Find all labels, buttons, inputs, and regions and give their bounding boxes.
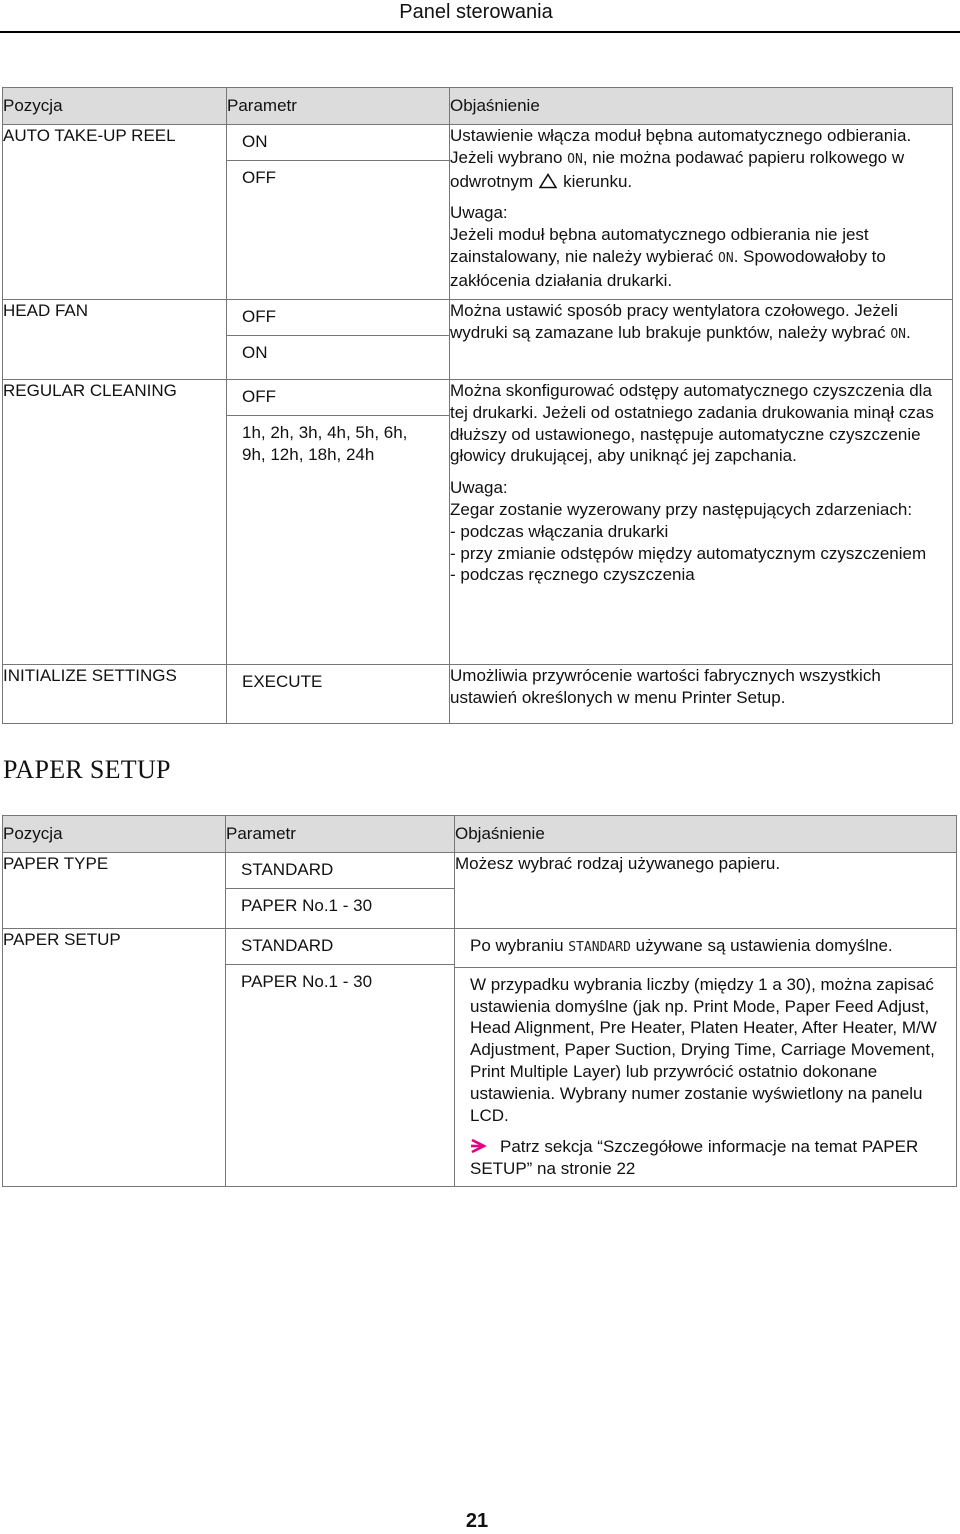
parameter-cell bbox=[226, 853, 455, 929]
table-row bbox=[3, 665, 953, 724]
description-cell bbox=[450, 300, 953, 380]
description-paragraph bbox=[450, 125, 952, 192]
parameter-option: ON bbox=[227, 335, 449, 371]
item-name: INITIALIZE SETTINGS bbox=[3, 666, 177, 685]
description-text: . bbox=[906, 322, 911, 342]
item-cell bbox=[3, 665, 227, 724]
description-text: W przypadku wybrania liczby (między 1 a 30), można zapisać ustawienia domyślne (jak np. Print Mode, Paper Feed Adjust, Head Alignment, Pre Heater, Platen Heater, After Heater, M/W Adjustment, Paper Suction, Drying Time, Carriage Movement, Print Multiple Layer) lub przywrócić ostatnio dokonane ustawienia. Wybrany numer zostanie wyświetlony na panelu LCD. bbox=[470, 974, 937, 1125]
description-text: Można ustawić sposób pracy wentylatora czołowego. Jeżeli wydruki są zamazane lub brakuje punktów, należy wybrać bbox=[450, 301, 898, 342]
parameter-option: ON bbox=[242, 132, 268, 151]
settings-table bbox=[2, 87, 953, 724]
parameter-option: OFF bbox=[227, 160, 449, 196]
item-name: PAPER TYPE bbox=[3, 854, 109, 873]
column-header-description: Objaśnienie bbox=[455, 816, 957, 853]
parameter-cell bbox=[227, 665, 450, 724]
description-paragraph bbox=[455, 929, 956, 968]
page-header bbox=[0, 0, 960, 33]
parameter-option: STANDARD bbox=[241, 936, 334, 955]
note-label: Uwaga: bbox=[450, 478, 508, 498]
arrow-right-icon bbox=[470, 1138, 488, 1154]
cross-reference-text: Patrz sekcja “Szczegółowe informacje na temat PAPER SETUP” na stronie 22 bbox=[470, 1137, 919, 1179]
item-name: HEAD FAN bbox=[3, 301, 89, 320]
item-name: PAPER SETUP bbox=[3, 930, 121, 949]
table-row bbox=[3, 125, 953, 300]
table-row bbox=[3, 300, 953, 380]
table-row bbox=[3, 853, 957, 929]
table-header-row bbox=[3, 88, 953, 125]
parameter-option: OFF bbox=[242, 307, 276, 326]
parameter-option: 1h, 2h, 3h, 4h, 5h, 6h, 9h, 12h, 18h, 24h bbox=[227, 415, 449, 473]
lcd-value: ON bbox=[890, 326, 906, 342]
item-cell bbox=[3, 380, 227, 665]
description-text: Ustawienie włącza moduł bębna automatycznego odbierania. Jeżeli wybrano bbox=[450, 126, 912, 167]
paper-setup-table bbox=[2, 815, 957, 1187]
column-header-item: Pozycja bbox=[3, 88, 227, 125]
description-paragraph: Umożliwia przywrócenie wartości fabrycznych wszystkich ustawień określonych w menu Printer Setup. bbox=[450, 666, 881, 707]
table-row bbox=[3, 929, 957, 1187]
description-paragraph bbox=[455, 968, 956, 1186]
page-number: 21 bbox=[465, 1510, 489, 1532]
description-cell bbox=[450, 125, 953, 300]
description-cell bbox=[455, 929, 957, 1187]
lcd-value: ON bbox=[567, 151, 583, 167]
triangle-up-icon bbox=[539, 173, 557, 189]
column-header-parameter: Parametr bbox=[227, 88, 450, 125]
note-line: Zegar zostanie wyzerowany przy następujących zdarzeniach: bbox=[450, 499, 913, 519]
table-header-row bbox=[3, 816, 957, 853]
item-cell bbox=[3, 125, 227, 300]
description-paragraph: Można skonfigurować odstępy automatycznego czyszczenia dla tej drukarki. Jeżeli od ostatniego zadania drukowania minął czas dłuższy od ustawionego, następuje automatyczne czyszczenie głowicy drukującej, aby uniknąć jej zapchania. bbox=[450, 381, 934, 466]
description-text: Po wybraniu bbox=[470, 936, 569, 955]
table-row bbox=[3, 380, 953, 665]
item-cell bbox=[3, 300, 227, 380]
item-name: AUTO TAKE-UP REEL bbox=[3, 126, 176, 145]
column-header-parameter: Parametr bbox=[226, 816, 455, 853]
note-line: - podczas ręcznego czyszczenia bbox=[450, 565, 695, 585]
parameter-cell bbox=[226, 929, 455, 1187]
description-cell bbox=[450, 665, 953, 724]
parameter-option: OFF bbox=[242, 387, 276, 406]
item-name: REGULAR CLEANING bbox=[3, 381, 177, 400]
column-header-item: Pozycja bbox=[3, 816, 226, 853]
lcd-value: STANDARD bbox=[568, 940, 631, 955]
parameter-option: PAPER No.1 - 30 bbox=[226, 888, 454, 924]
parameter-option: STANDARD bbox=[241, 860, 334, 879]
note-label: Uwaga: bbox=[450, 203, 508, 223]
item-cell bbox=[3, 929, 226, 1187]
note-line: - przy zmianie odstępów między automatycznym czyszczeniem bbox=[450, 543, 927, 563]
parameter-cell bbox=[227, 380, 450, 665]
item-cell bbox=[3, 853, 226, 929]
column-header-description: Objaśnienie bbox=[450, 88, 953, 125]
note-text: . Spowodowałoby to zakłócenia działania drukarki. bbox=[450, 246, 886, 290]
parameter-option: PAPER No.1 - 30 bbox=[226, 964, 454, 1000]
page-title: Panel sterowania bbox=[399, 1, 553, 23]
section-heading: PAPER SETUP bbox=[3, 755, 171, 784]
description-text: kierunku. bbox=[563, 171, 633, 191]
description-cell bbox=[450, 380, 953, 665]
description-paragraph bbox=[450, 300, 952, 346]
note-text: Jeżeli moduł bębna automatycznego odbierania nie jest zainstalowany, nie należy wybierać bbox=[450, 225, 869, 266]
description-text: , nie można podawać papieru rolkowego w odwrotnym bbox=[450, 147, 905, 191]
lcd-value: ON bbox=[718, 250, 734, 266]
parameter-option: EXECUTE bbox=[242, 672, 323, 691]
parameter-cell bbox=[227, 300, 450, 380]
description-cell bbox=[455, 853, 957, 929]
description-text: używane są ustawienia domyślne. bbox=[630, 936, 893, 955]
description-paragraph: Możesz wybrać rodzaj używanego papieru. bbox=[455, 854, 781, 873]
note-paragraph bbox=[450, 224, 952, 291]
parameter-cell bbox=[227, 125, 450, 300]
note-line: - podczas włączania drukarki bbox=[450, 521, 669, 541]
cross-reference-link[interactable] bbox=[470, 1136, 948, 1180]
